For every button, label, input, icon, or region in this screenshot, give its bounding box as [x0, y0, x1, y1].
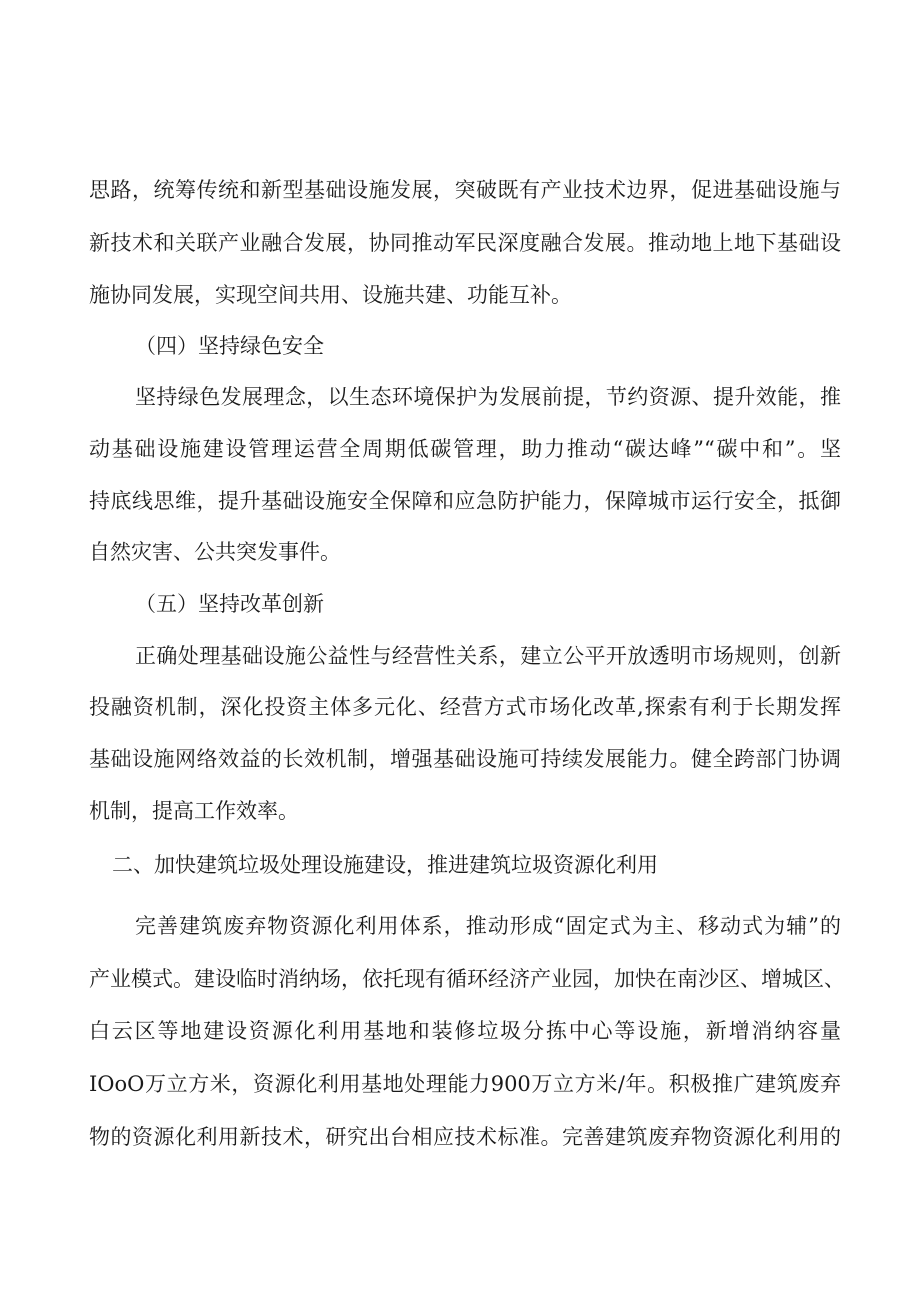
paragraph-line: 动基础设施建设管理运营全周期低碳管理，助力推动“碳达峰”“碳中和”。坚: [89, 437, 841, 461]
paragraph-line: 机制，提高工作效率。: [89, 799, 299, 823]
paragraph-line: 产业模式。建设临时消纳场，依托现有循环经济产业园，加快在南沙区、增城区、: [89, 967, 845, 991]
paragraph-line: 完善建筑废弃物资源化利用体系，推动形成“固定式为主、移动式为辅”的: [135, 914, 841, 938]
paragraph-line: 物的资源化利用新技术，研究出台相应技术标准。完善建筑废弃物资源化利用的: [89, 1125, 841, 1149]
paragraph-line: 新技术和关联产业融合发展，协同推动军民深度融合发展。推动地上地下基础设: [89, 231, 841, 255]
paragraph-line: 思路，统筹传统和新型基础设施发展，突破既有产业技术边界，促进基础设施与: [89, 178, 841, 202]
paragraph-line: 自然灾害、公共突发事件。: [89, 540, 341, 564]
section-heading-five: （五）坚持改革创新: [135, 592, 324, 616]
section-heading-four: （四）坚持绿色安全: [135, 334, 324, 358]
paragraph-line: IOoO万立方米，资源化利用基地处理能力900万立方米/年。积极推广建筑废弃: [89, 1072, 841, 1096]
paragraph-line: 持底线思维，提升基础设施安全保障和应急防护能力，保障城市运行安全，抵御: [89, 489, 841, 513]
paragraph-line: 施协同发展，实现空间共用、设施共建、功能互补。: [89, 283, 572, 307]
paragraph-line: 白云区等地建设资源化利用基地和装修垃圾分拣中心等设施，新增消纳容量: [89, 1019, 841, 1043]
paragraph-line: 正确处理基础设施公益性与经营性关系，建立公平开放透明市场规则，创新: [135, 644, 841, 668]
paragraph-line: 坚持绿色发展理念，以生态环境保护为发展前提，节约资源、提升效能，推: [135, 385, 841, 409]
chapter-heading-two: 二、加快建筑垃圾处理设施建设，推进建筑垃圾资源化利用: [112, 853, 658, 877]
paragraph-line: 投融资机制，深化投资主体多元化、经营方式市场化改革,探索有利于长期发挥: [89, 695, 841, 719]
paragraph-line: 基础设施网络效益的长效机制，增强基础设施可持续发展能力。健全跨部门协调: [89, 747, 841, 771]
